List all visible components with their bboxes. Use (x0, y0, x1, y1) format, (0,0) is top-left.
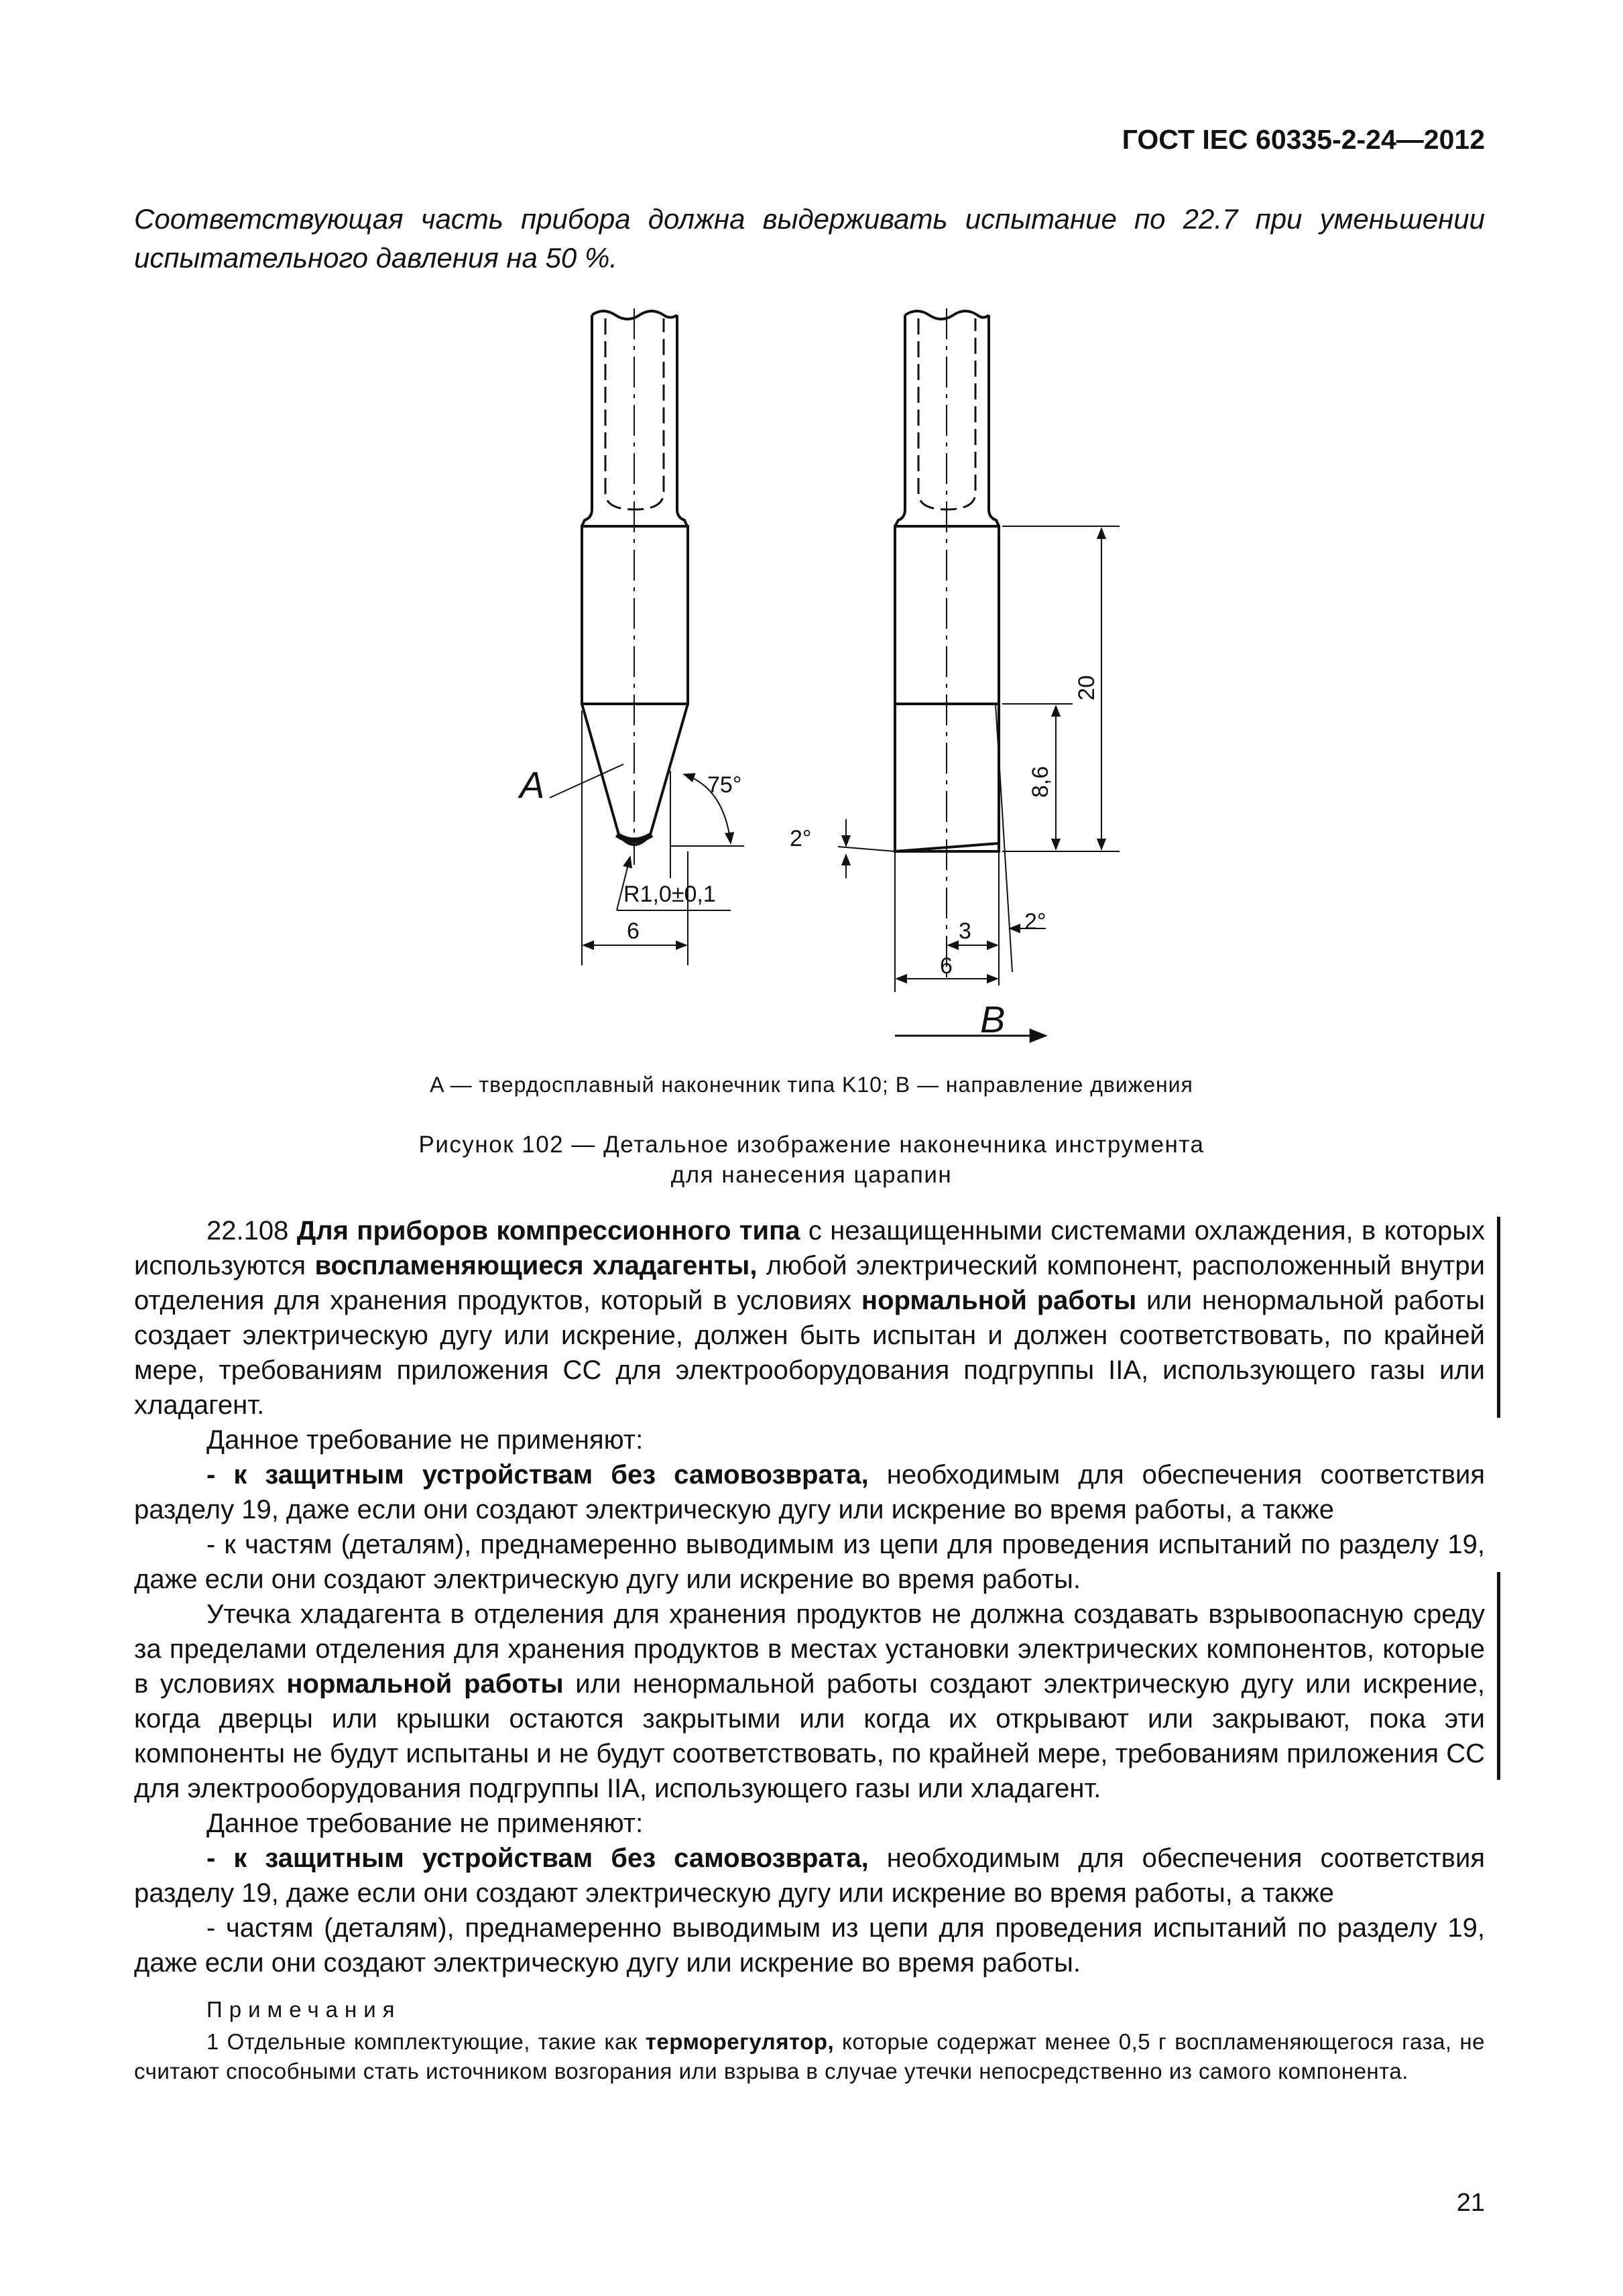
label-a: A (520, 764, 545, 806)
angle-2-right-label: 2° (1024, 909, 1046, 934)
revision-bar (1497, 1217, 1500, 1418)
paragraph-22-108: 22.108 Для приборов компрессионного типа с незащищенными системами охлаждения, в которых используются воспламеняющиеся хладагенты, любой электрический компонент, расположенный внутри отделения для хранения продуктов, который в условиях нормальной работы или ненормальной работы создает электрическую дугу или искрение, должен быть испытан и должен соответствовать, по крайней мере, требованиям приложения CC для электрооборудования подгруппы IIA, использующего газы или хладагент. (134, 1216, 1486, 1420)
paragraph-leakage: Утечка хладагента в отделения для хранения продуктов не должна создавать взрывоопасную среду за пределами отделения для хранения продуктов в местах установки электрических компонентов, которые в условиях нормальной работы или ненормальной работы создают электрическую дугу или искрение, когда дверцы или крышки остаются закрытыми или когда их открывают или закрывают, пока эти компоненты не будут испытаны и не будут соответствовать, по крайней мере, требованиям приложения CC для электрооборудования подгруппы IIA, использующего газы или хладагент. (134, 1599, 1485, 1803)
radius-label: R1,0±0,1 (623, 882, 716, 907)
exception-intro: Данное требование не применяют: (206, 1809, 644, 1838)
exception-intro: Данное требование не применяют: (206, 1425, 644, 1455)
exception-item: - частям (деталям), преднамеренно выводимым из цепи для проведения испытаний по разделу 19, даже если они создают электрическую дугу или искрение во время работы. (134, 1913, 1485, 1978)
exception-item: - к частям (деталям), преднамеренно выводимым из цепи для проведения испытаний по разделу 19, даже если они создают электрическую дугу или искрение во время работы. (134, 1530, 1485, 1594)
notes-title: Примечания (206, 1997, 402, 2022)
caption-line-1: Рисунок 102 — Детальное изображение наконечника инструмента (418, 1132, 1205, 1158)
document-header: ГОСТ IEC 60335-2-24—2012 (1122, 124, 1485, 155)
dim-3-label: 3 (959, 918, 971, 944)
note-1: 1 Отдельные комплектующие, такие как терморегулятор, которые содержат менее 0,5 г воспламеняющегося газа, не считают способными стать источником возгорания или взрыва в случае утечки непосредственно из самого компонента. (134, 2029, 1486, 2083)
label-b: B (980, 998, 1006, 1040)
exception-item: - к защитным устройствам без самовозврата, необходимым для обеспечения соответствия разделу 19, даже если они создают электрическую дугу или искрение во время работы, а также (134, 1460, 1485, 1524)
angle-75-label: 75° (707, 772, 742, 798)
scratch-tip-figure (0, 0, 1623, 1073)
angle-2-left-label: 2° (790, 826, 812, 851)
dim-20-label: 20 (1074, 675, 1099, 701)
figure-caption (0, 1130, 1623, 1190)
intro-paragraph: Соответствующая часть прибора должна выдерживать испытание по 22.7 при уменьшении испытательного давления на 50 %. (134, 203, 1485, 274)
page-number: 21 (1456, 2189, 1485, 2217)
revision-bar (1497, 1572, 1500, 1780)
dim-6-left-label: 6 (627, 918, 640, 944)
caption-line-2: для нанесения царапин (670, 1162, 953, 1188)
body-text (134, 1213, 1485, 2086)
dim-8-6-label: 8,6 (1028, 766, 1053, 798)
dim-6-right-label: 6 (940, 953, 953, 979)
exception-item: - к защитным устройствам без самовозврата, необходимым для обеспечения соответствия разделу 19, даже если они создают электрическую дугу или искрение во время работы, а также (134, 1844, 1485, 1908)
figure-legend: A — твердосплавный наконечник типа K10; B — направление движения (430, 1073, 1193, 1097)
